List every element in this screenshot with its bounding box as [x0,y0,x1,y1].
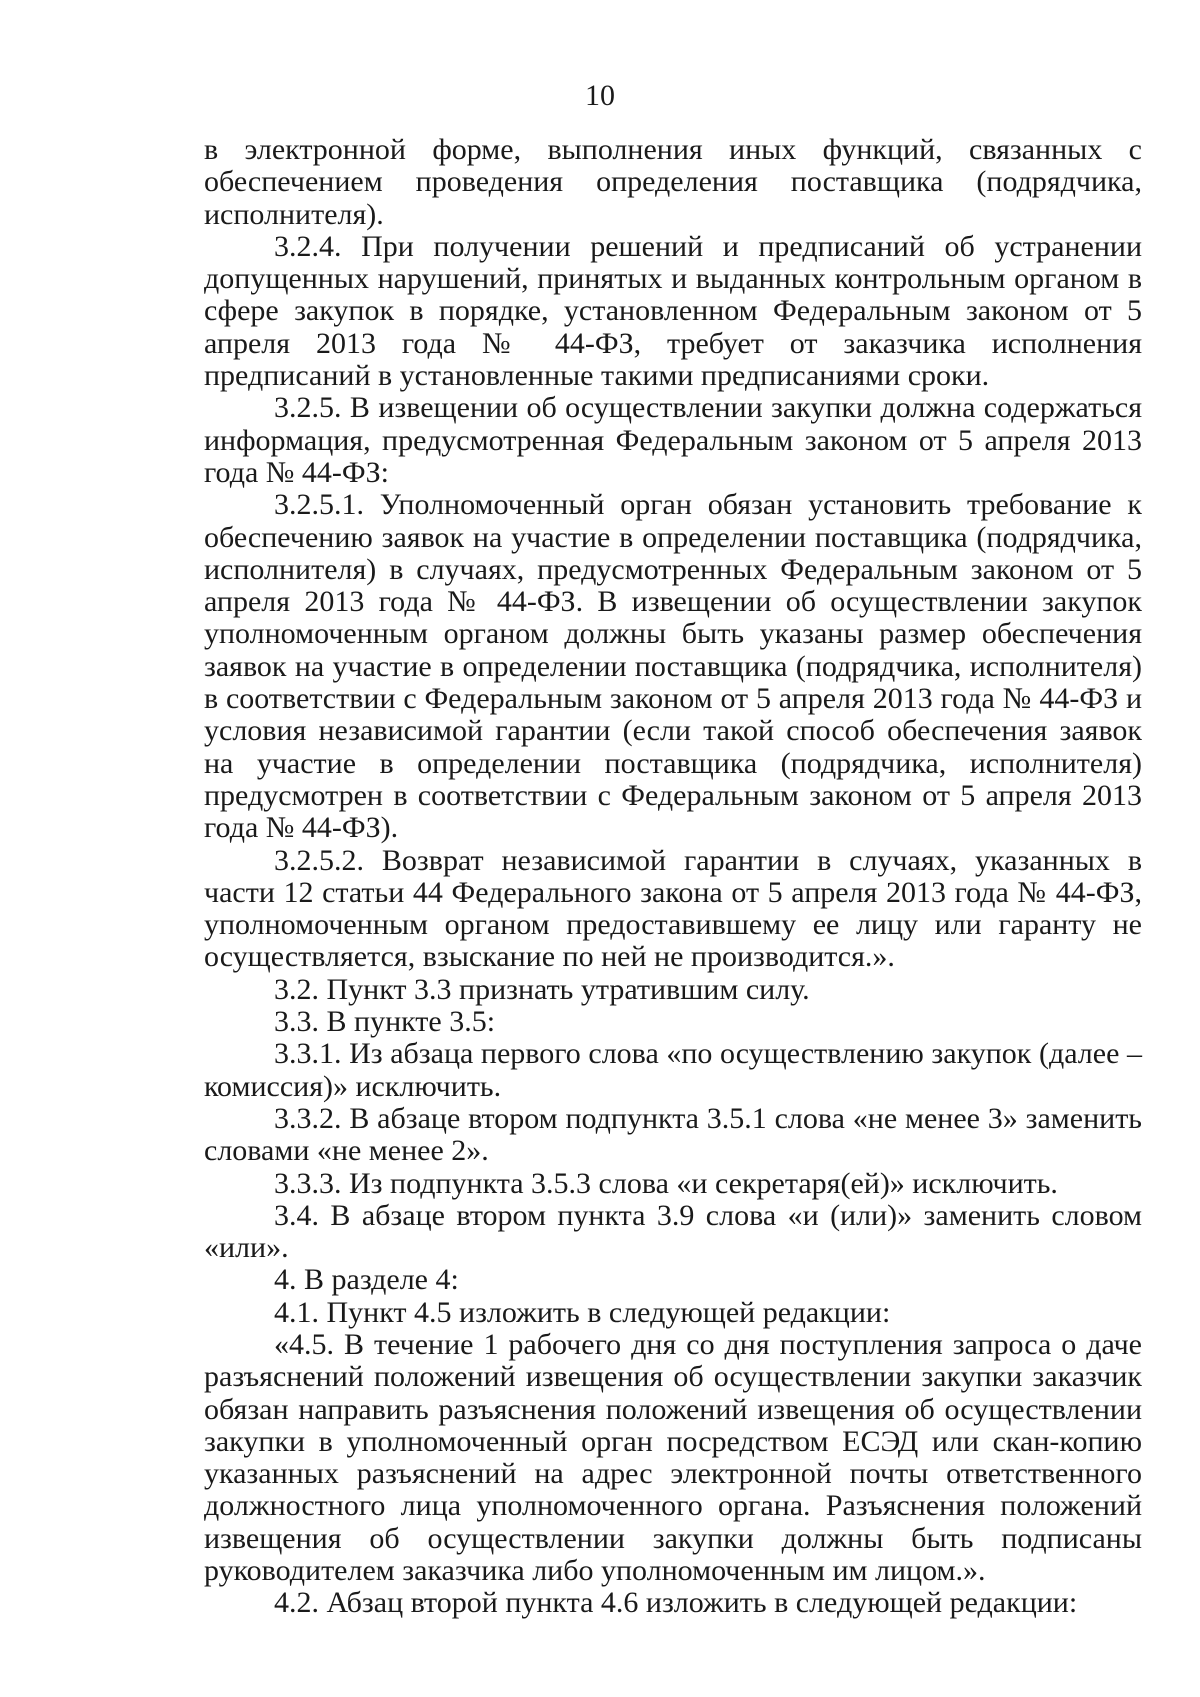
paragraph-continuation: в электронной форме, выполнения иных функций, связанных с обеспечением проведения определения поставщика (подрядчика, исполнителя). [204,133,1142,231]
paragraph-3-2-5-2: 3.2.5.2. Возврат независимой гарантии в случаях, указанных в части 12 статьи 44 Федерального закона от 5 апреля 2013 года № 44-ФЗ, уполномоченным органом предоставившему ее лицу или гаранту не осуществляется, взыскание по ней не производится.». [204,843,1142,974]
paragraph-3-3: 3.3. В пункте 3.5: [274,1005,496,1039]
paragraph-4-5-quote: «4.5. В течение 1 рабочего дня со дня поступления запроса о даче разъяснений положений извещения об осуществлении закупки заказчик обязан направить разъяснения положений извещения об осуществлении закупки в уполномоченный орган посредством ЕСЭД или скан-копию указанных разъяснений на адрес электронной почты ответственного должностного лица уполномоченного органа. Разъяснения положений извещения об осуществлении закупки должны быть подписаны руководителем заказчика либо уполномоченным им лицом.». [204,1327,1142,1588]
document-body [204,134,1142,1620]
paragraph-3-2-5: 3.2.5. В извещении об осуществлении закупки должна содержаться информация, предусмотренная Федеральным законом от 5 апреля 2013 года № 44-ФЗ: [204,391,1142,489]
page-number: 10 [585,79,615,112]
paragraph-4: 4. В разделе 4: [274,1263,459,1297]
paragraph-3-2-5-1: 3.2.5.1. Уполномоченный орган обязан установить требование к обеспечению заявок на участие в определении поставщика (подрядчика, исполнителя) в случаях, предусмотренных Федеральным законом от 5 апреля 2013 года № 44-ФЗ. В извещении об осуществлении закупок уполномоченным органом должны быть указаны размер обеспечения заявок на участие в определении поставщика (подрядчика, исполнителя) в соответствии с Федеральным законом от 5 апреля 2013 года № 44-ФЗ и условия независимой гарантии (если такой способ обеспечения заявок на участие в определении поставщика (подрядчика, исполнителя) предусмотрен в соответствии с Федеральным законом от 5 апреля 2013 года № 44-ФЗ). [204,488,1142,845]
paragraph-3-3-1: 3.3.1. Из абзаца первого слова «по осуществлению закупок (далее – комиссия)» исключить. [204,1037,1142,1103]
paragraph-4-2: 4.2. Абзац второй пункта 4.6 изложить в следующей редакции: [274,1586,1078,1620]
paragraph-3-3-3: 3.3.3. Из подпункта 3.5.3 слова «и секретаря(ей)» исключить. [274,1166,1058,1200]
paragraph-3-3-2: 3.3.2. В абзаце втором подпункта 3.5.1 слова «не менее 3» заменить словами «не менее 2». [204,1101,1142,1168]
paragraph-4-1: 4.1. Пункт 4.5 изложить в следующей редакции: [274,1295,891,1329]
paragraph-3-2: 3.2. Пункт 3.3 признать утратившим силу. [274,972,810,1006]
paragraph-3-4: 3.4. В абзаце втором пункта 3.9 слова «и (или)» заменить словом «или». [204,1198,1142,1265]
paragraph-3-2-4: 3.2.4. При получении решений и предписаний об устранении допущенных нарушений, принятых и выданных контрольным органом в сфере закупок в порядке, установленном Федеральным законом от 5 апреля 2013 года № 44-ФЗ, требует от заказчика исполнения предписаний в установленные такими предписаниями сроки. [204,229,1142,393]
